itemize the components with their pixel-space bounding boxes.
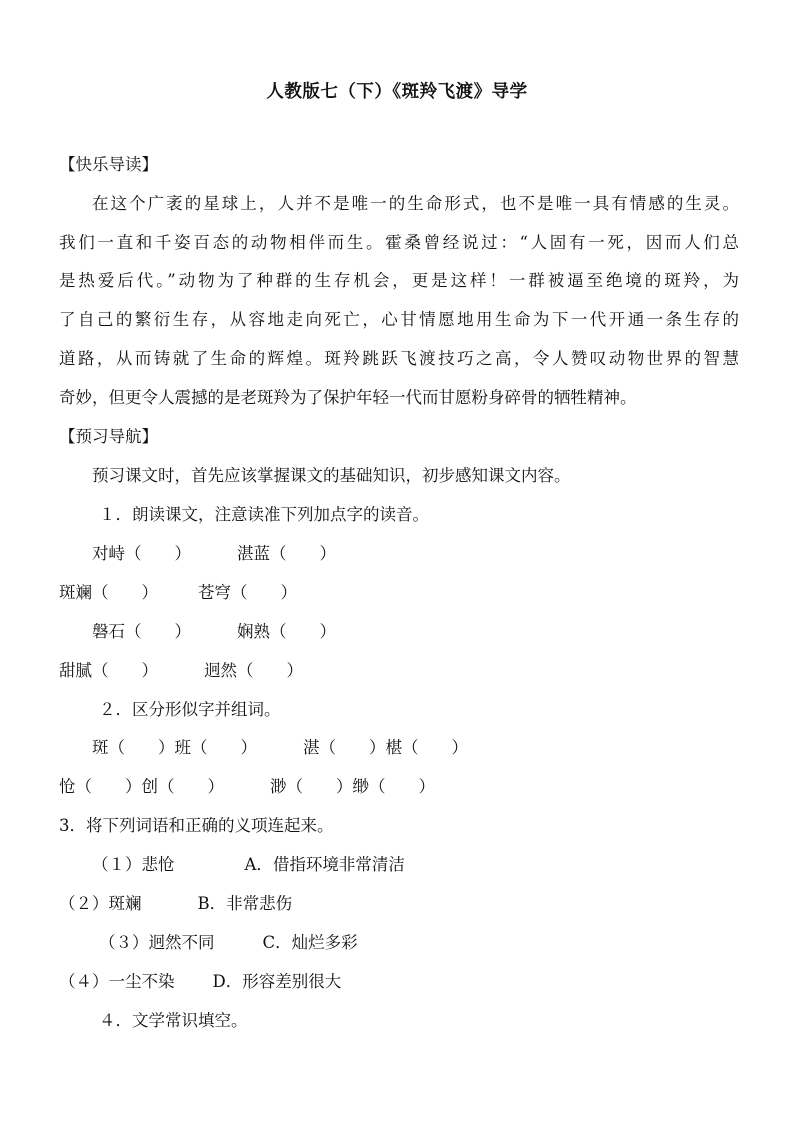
matching-meaning: A．借指环境非常清洁 — [244, 855, 405, 874]
matching-word: （４）一尘不染 — [59, 972, 175, 991]
pinyin-item: 迥然（ ） — [204, 661, 303, 680]
pinyin-item: 斑斓（ ） — [59, 583, 158, 602]
preview-intro: 预习课文时，首先应该掌握课文的基础知识，初步感知课文内容。 — [92, 466, 571, 485]
matching-word: （１）悲怆 — [92, 855, 175, 874]
pinyin-row — [92, 621, 336, 643]
matching-meaning: B．非常悲伤 — [197, 894, 293, 913]
matching-word: （３）迥然不同 — [99, 933, 215, 952]
char-pair-row — [92, 737, 468, 759]
pinyin-item: 湛蓝（ ） — [237, 544, 336, 563]
matching-row — [59, 971, 341, 993]
pinyin-item: 甜腻（ ） — [59, 661, 158, 680]
reading-paragraph-line: 道路，从而铸就了生命的辉煌。斑羚跳跃飞渡技巧之高，令人赞叹动物世界的智慧 — [59, 349, 739, 368]
reading-paragraph-line: 我们一直和千姿百态的动物相伴而生。霍桑曾经说过：“人固有一死，因而人们总 — [59, 233, 739, 252]
pinyin-item: 苍穹（ ） — [198, 583, 297, 602]
pinyin-item: 娴熟（ ） — [237, 622, 336, 641]
reading-paragraph-line: 是热爱后代。”动物为了种群的生存机会，更是这样！一群被逼至绝境的斑羚，为 — [59, 271, 739, 290]
section-heading-reading: 【快乐导读】 — [59, 155, 158, 174]
question-2-title: ２．区分形似字并组词。 — [99, 700, 281, 719]
char-pair: 怆（ ）创（ ） — [59, 777, 224, 796]
char-pair: 渺（ ）缈（ ） — [270, 777, 435, 796]
pinyin-item: 对峙（ ） — [92, 544, 191, 563]
matching-meaning: C．灿烂多彩 — [262, 933, 358, 952]
pinyin-row — [59, 660, 303, 682]
question-3-title: 3．将下列词语和正确的义项连起来。 — [59, 816, 334, 835]
question-1-title: １．朗读课文，注意读准下列加点字的读音。 — [99, 505, 429, 524]
matching-row — [59, 893, 292, 915]
reading-paragraph-line: 奇妙，但更令人震撼的是老斑羚为了保护年轻一代而甘愿粉身碎骨的牺牲精神。 — [59, 388, 637, 407]
pinyin-row — [59, 582, 297, 604]
matching-word: （２）斑斓 — [59, 894, 142, 913]
matching-meaning: D．形容差别很大 — [212, 972, 342, 991]
question-4-title: ４．文学常识填空。 — [99, 1011, 248, 1030]
reading-paragraph-line: 在这个广袤的星球上，人并不是唯一的生命形式，也不是唯一具有情感的生灵。 — [92, 194, 739, 213]
pinyin-item: 磐石（ ） — [92, 622, 191, 641]
matching-row — [92, 854, 405, 876]
matching-row — [99, 932, 358, 954]
char-pair: 斑（ ）班（ ） — [92, 738, 257, 757]
page-title: 人教版七（下）《斑羚飞渡》导学 — [266, 82, 528, 102]
reading-paragraph-line: 了自己的繁衍生存，从容地走向死亡，心甘情愿地用生命为下一代开通一条生存的 — [59, 310, 739, 329]
section-heading-preview: 【预习导航】 — [59, 427, 158, 446]
char-pair-row — [59, 776, 435, 798]
char-pair: 湛（ ）椹（ ） — [303, 738, 468, 757]
pinyin-row — [92, 543, 336, 565]
